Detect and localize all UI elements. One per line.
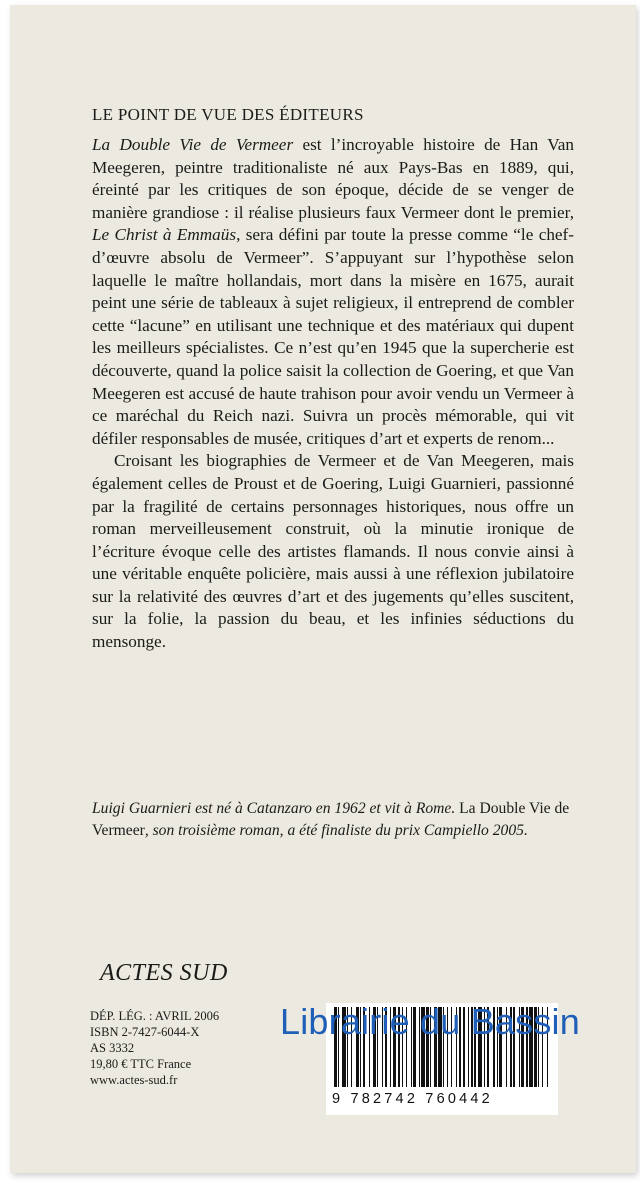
legal-isbn: ISBN 2-7427-6044-X	[90, 1025, 200, 1039]
publisher-logo: ACTES SUD	[100, 960, 228, 986]
blurb-paragraph-2: Croisant les biographies de Vermeer et de Van Meegeren, mais également celles de Proust et de Goering, Luigi Guarnieri, passionné par la fragilité de certains personnages historiques, nous offre un roman merveilleusement construit, où la minutie ironique de l’écriture évoque celle des artistes flamands. Il nous convie ainsi à une véritable enquête policière, mais aussi à une réflexion jubilatoire sur la relativité des œuvres d’art et des jugements qu’elles suscitent, sur la folie, la passion du beau, et les infinies séductions du mensonge.	[92, 451, 574, 652]
section-heading: LE POINT DE VUE DES ÉDITEURS	[92, 105, 364, 124]
blurb-text	[92, 134, 574, 654]
legal-info	[90, 1008, 219, 1088]
legal-depot: DÉP. LÉG. : AVRIL 2006	[90, 1009, 220, 1023]
author-bio: Luigi Guarnieri est né à Catanzaro en 1962 et vit à Rome.	[92, 800, 456, 817]
legal-ref: AS 3332	[90, 1041, 135, 1055]
author-award: , son troisième roman, a été finaliste du prix Campiello 2005.	[144, 822, 528, 839]
blurb-text-part-1: est l’incroyable histoire de Han Van Meegeren, peintre traditionaliste né aux Pays-Bas en 1889, qui, éreinté par les critiques de son époque, décide de se venger de manière grandiose : il réalise plusieurs faux Vermeer dont le premier,	[92, 135, 574, 222]
author-note	[92, 798, 574, 842]
blurb-text-part-2: , sera défini par toute la presse comme “le chef-d’œuvre absolu de Vermeer”. S’appuyant sur l’hypothèse selon laquelle le maître hollandais, mort dans la misère en 1675, aurait peint une série de tableaux à sujet religieux, il entreprend de combler cette “lacune” en utilisant une technique et des matériaux qui dupent les meilleurs spécialistes. Ce n’est qu’en 1945 que la supercherie est découverte, quand la police saisit la collection de Goering, et que Van Meegeren est accusé de haute trahison pour avoir vendu un Vermeer à ce maréchal du Reich nazi. Suivra un procès mémorable, qui vit défiler responsables de musée, critiques d’art et experts de renom...	[92, 225, 574, 448]
bookshop-watermark: Librairie du Bassin	[280, 1001, 580, 1042]
barcode-digits: 9 782742 760442	[332, 1091, 493, 1107]
book-title-italic: La Double Vie de Vermeer	[92, 135, 294, 154]
legal-price: 19,80 € TTC France	[90, 1057, 192, 1071]
book-back-cover	[10, 5, 636, 1173]
painting-title-italic: Le Christ à Emmaüs	[92, 225, 237, 245]
author-book-title: La Double Vie de Vermeer	[92, 800, 570, 839]
blurb-paragraph-1	[92, 134, 574, 450]
legal-website: www.actes-sud.fr	[90, 1073, 178, 1087]
